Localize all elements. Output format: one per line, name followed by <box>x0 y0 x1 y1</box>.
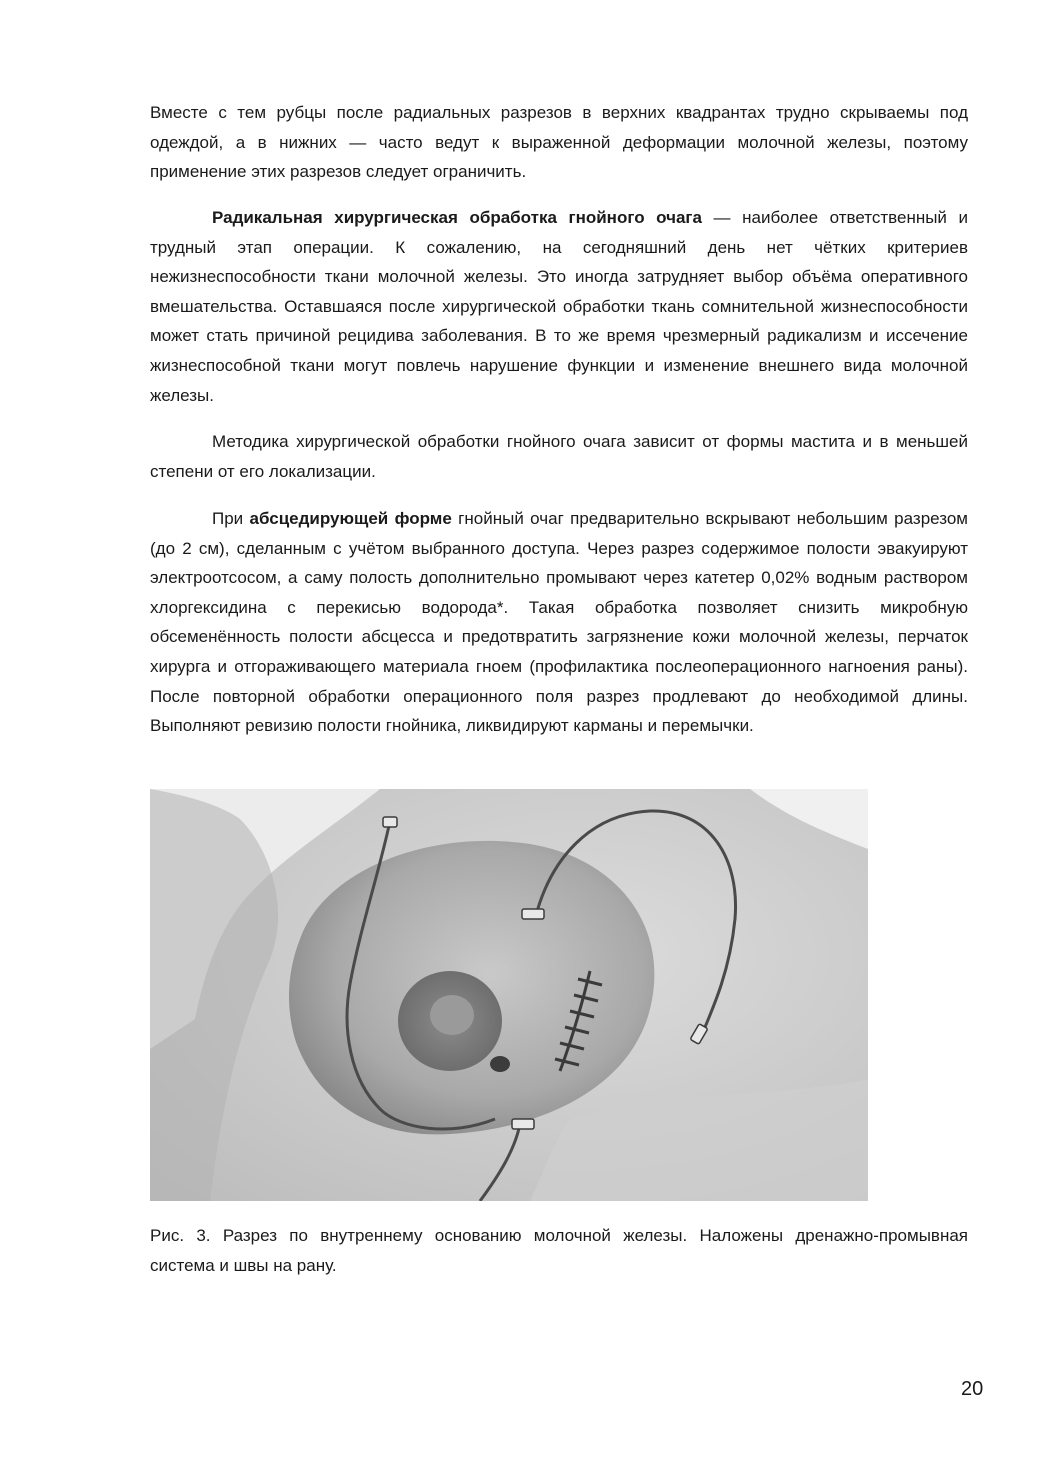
figure-caption: Рис. 3. Разрез по внутреннему основанию молочной железы. Наложены дренажно-промывная система и швы на рану. <box>150 1226 968 1275</box>
paragraph-1 <box>150 98 968 187</box>
paragraph-4-text: гнойный очаг предварительно вскрывают небольшим разрезом (до 2 см), сделанным с учётом выбранного доступа. Через разрез содержимое полости эвакуируют электроотсосом, а саму полость дополнительно промывают через катетер 0,02% водным раствором хлоргексидина с перекисью водорода*. Такая обработка позволяет снизить микробную обсеменённость полости абсцесса и предотвратить загрязнение кожи молочной железы, перчаток хирурга и отгораживающего материала гноем (профилактика послеоперационного нагноения раны). После повторной обработки операционного поля разрез продлевают до необходимой длины. Выполняют ревизию полости гнойника, ликвидируют карманы и перемычки. <box>150 509 968 736</box>
nipple <box>430 995 474 1035</box>
paragraph-2-bold: Радикальная хирургическая обработка гнойного очага <box>212 208 702 227</box>
paragraph-4-lead: При <box>212 509 250 528</box>
page-number: 20 <box>961 1378 984 1400</box>
paragraph-3-text: Методика хирургической обработки гнойного очага зависит от формы мастита и в меньшей степени от его локализации. <box>150 432 968 481</box>
paragraph-1-text: Вместе с тем рубцы после радиальных разрезов в верхних квадрантах трудно скрываемы под одеждой, а в нижних — часто ведут к выраженной деформации молочной железы, поэтому применение этих разрезов следует ограничить. <box>150 103 968 182</box>
paragraph-2 <box>150 203 968 410</box>
paragraph-4-bold: абсцедирующей форме <box>249 509 452 528</box>
paragraph-2-text: — наиболее ответственный и трудный этап операции. К сожалению, на сегодняшний день нет чётких критериев нежизнеспособности ткани молочной железы. Это иногда затрудняет выбор объёма оперативного вмешательства. Оставшаяся после хирургической обработки ткань сомнительной жизнеспособности может стать причиной рецидива заболевания. В то же время чрезмерный радикализм и иссечение жизнеспособной ткани могут повлечь нарушение функции и изменение внешнего вида молочной железы. <box>150 208 968 405</box>
surgical-photo-illustration <box>150 789 868 1201</box>
paragraph-3 <box>150 427 968 486</box>
drain-exit-point <box>490 1056 510 1072</box>
figure-photo <box>150 789 868 1201</box>
paragraph-4 <box>150 504 968 741</box>
